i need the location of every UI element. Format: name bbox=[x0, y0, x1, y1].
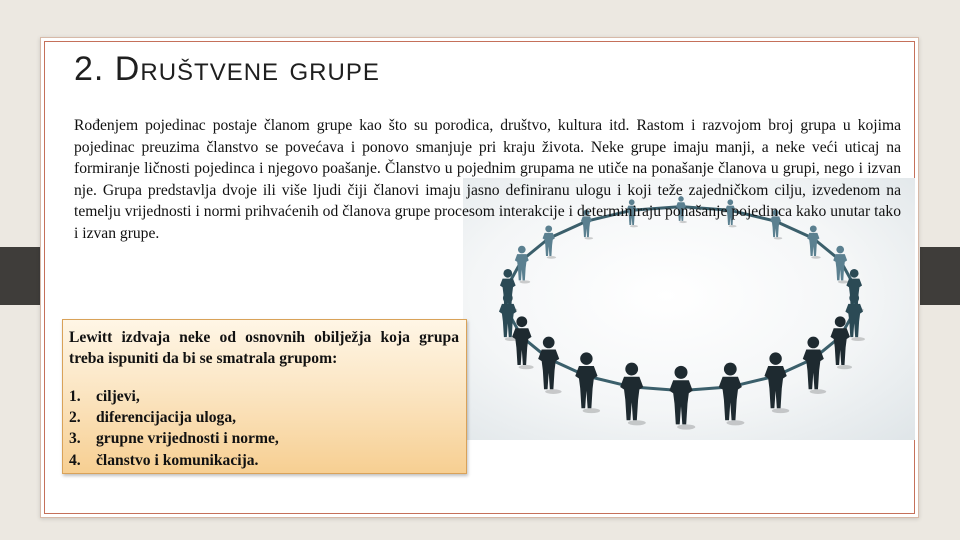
person-figure bbox=[719, 363, 745, 426]
slide bbox=[40, 37, 919, 518]
list-item bbox=[69, 428, 279, 449]
person-figure bbox=[515, 246, 530, 284]
person-figure bbox=[764, 352, 789, 413]
list-number: 2. bbox=[69, 409, 81, 427]
list-number: 1. bbox=[69, 388, 81, 405]
person-figure bbox=[620, 363, 646, 426]
list-text: ciljevi, bbox=[96, 388, 140, 405]
list-text: grupne vrijednosti i norme, bbox=[96, 430, 279, 448]
list-number: 3. bbox=[69, 430, 81, 448]
person-figure bbox=[833, 246, 848, 284]
left-accent-bar bbox=[0, 247, 40, 305]
right-accent-bar bbox=[920, 247, 960, 305]
criteria-list bbox=[69, 386, 279, 471]
list-item bbox=[69, 407, 279, 428]
callout-heading: Lewitt izdvaja neke od osnovnih obilježja koja grupa treba ispuniti da bi se smatrala grupom: bbox=[69, 329, 459, 367]
intro-paragraph: Rođenjem pojedinac postaje članom grupe kao što su porodica, društvo, kultura itd. Rastom i razvojom broj grupa u kojima pojedinac preuzima članstvo se povećava i ponovo smanjuje pri kraju života. Neke grupe imaju manji, a neke veći uticaj na formiranje ličnosti pojedinca i njegovo poašanje. Članstvo u pojednim grupama ne utiče na ponašanje članova u grupi, nego i izvan nje. Grupa predstavlja dvoje ili više ljudi čiji članovi imaju jasno definiranu ulogu i koji teže zajedničkom cilju, izvedenom na temelju vrijednosti i normi prihvaćenih od članova grupe procesom interakcije i determiniraju ponašanje pojedinca kako unutar tako i izvan grupe. bbox=[74, 117, 901, 242]
person-figure bbox=[803, 337, 826, 394]
list-number: 4. bbox=[69, 451, 81, 469]
person-figure bbox=[575, 352, 600, 413]
list-item bbox=[69, 450, 279, 471]
list-text: diferencijacija uloga, bbox=[96, 409, 237, 427]
list-item bbox=[69, 386, 279, 407]
person-figure bbox=[538, 337, 561, 394]
list-text: članstvo i komunikacija. bbox=[96, 451, 259, 469]
slide-title: 2. Društvene grupe bbox=[74, 50, 380, 88]
person-figure bbox=[669, 366, 695, 430]
criteria-callout bbox=[62, 319, 467, 474]
